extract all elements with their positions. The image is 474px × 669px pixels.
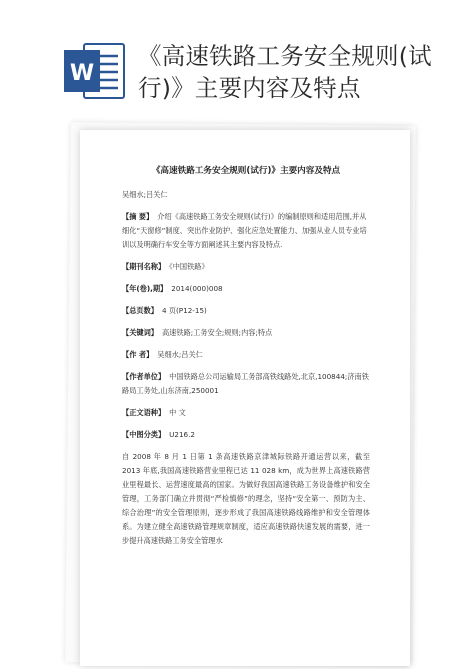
field-label: 【年(卷),期】 — [122, 284, 168, 293]
document-page — [80, 130, 410, 666]
field-value: U216.2 — [169, 430, 195, 439]
field-journal — [122, 260, 370, 274]
field-keywords — [122, 326, 370, 340]
field-value: 介绍《高速铁路工务安全规则(试行)》的编制原则和适用范围,并从细化“天窗修”制度、突出作业防护、强化应急处置能力、加强从业人员专业培训以及明确行车安全等方面阐述其主要内容及特点. — [122, 212, 367, 249]
document-title: 《高速铁路工务安全规则(试行)》主要内容及特点 — [151, 166, 341, 176]
banner-title — [138, 40, 468, 104]
word-document-icon — [62, 40, 126, 102]
field-language — [122, 406, 370, 420]
field-label: 【正文语种】 — [122, 408, 166, 417]
field-pages — [122, 304, 370, 318]
field-abstract — [122, 210, 370, 252]
svg-text:W: W — [69, 61, 95, 86]
field-authors — [122, 348, 370, 362]
field-year-issue — [122, 282, 370, 296]
field-label: 【关键词】 — [122, 328, 158, 337]
field-label: 【作者单位】 — [122, 372, 166, 381]
field-value: 《中国铁路》 — [169, 262, 209, 271]
banner — [0, 0, 474, 125]
field-value: 中 文 — [169, 408, 186, 417]
field-value: 高速铁路;工务安全;规则;内容;特点 — [161, 328, 273, 337]
field-label: 【期刊名称】 — [122, 262, 166, 271]
body-paragraph: 自 2008 年 8 月 1 日第 1 条高速铁路京津城际铁路开通运营以来，截至 2013 年底,我国高速铁路营业里程已达 11 028 km，成为世界上高速铁路营业里程最长、运营速度最高的国家。为做好我国高速铁路工务设备维护和安全管理，工务部门确立并贯彻“严检慎修”的理念，坚持“安全第一、预防为主、综合治理”的安全管理原则，逐步形成了我国高速铁路线路维护和安全管理体系。为建立健全高速铁路管理规章制度，适应高速铁路快速发展的需要，进一步提升高速铁路工务安全管理水 — [122, 452, 370, 545]
field-label: 【中图分类】 — [122, 430, 166, 439]
field-value: 4 页(P12-15) — [161, 306, 207, 315]
field-label: 【摘 要】 — [122, 212, 154, 221]
document-content — [122, 164, 370, 548]
field-value: 吴细水;吕关仁 — [157, 350, 203, 359]
field-value: 中国铁路总公司运输局工务部高铁线路处,北京,100844;济南铁路局工务处,山东济南,250001 — [122, 372, 369, 395]
field-label: 【总页数】 — [122, 306, 158, 315]
field-affiliation — [122, 370, 370, 398]
field-classification — [122, 428, 370, 442]
document-authors: 吴细水;吕关仁 — [122, 190, 168, 199]
field-label: 【作 者】 — [122, 350, 154, 359]
banner-title-line-1: 《高速铁路工务安全规则(试 — [138, 42, 432, 70]
banner-title-line-2: 行)》主要内容及特点 — [138, 74, 361, 102]
field-value: 2014(000)008 — [171, 284, 223, 293]
